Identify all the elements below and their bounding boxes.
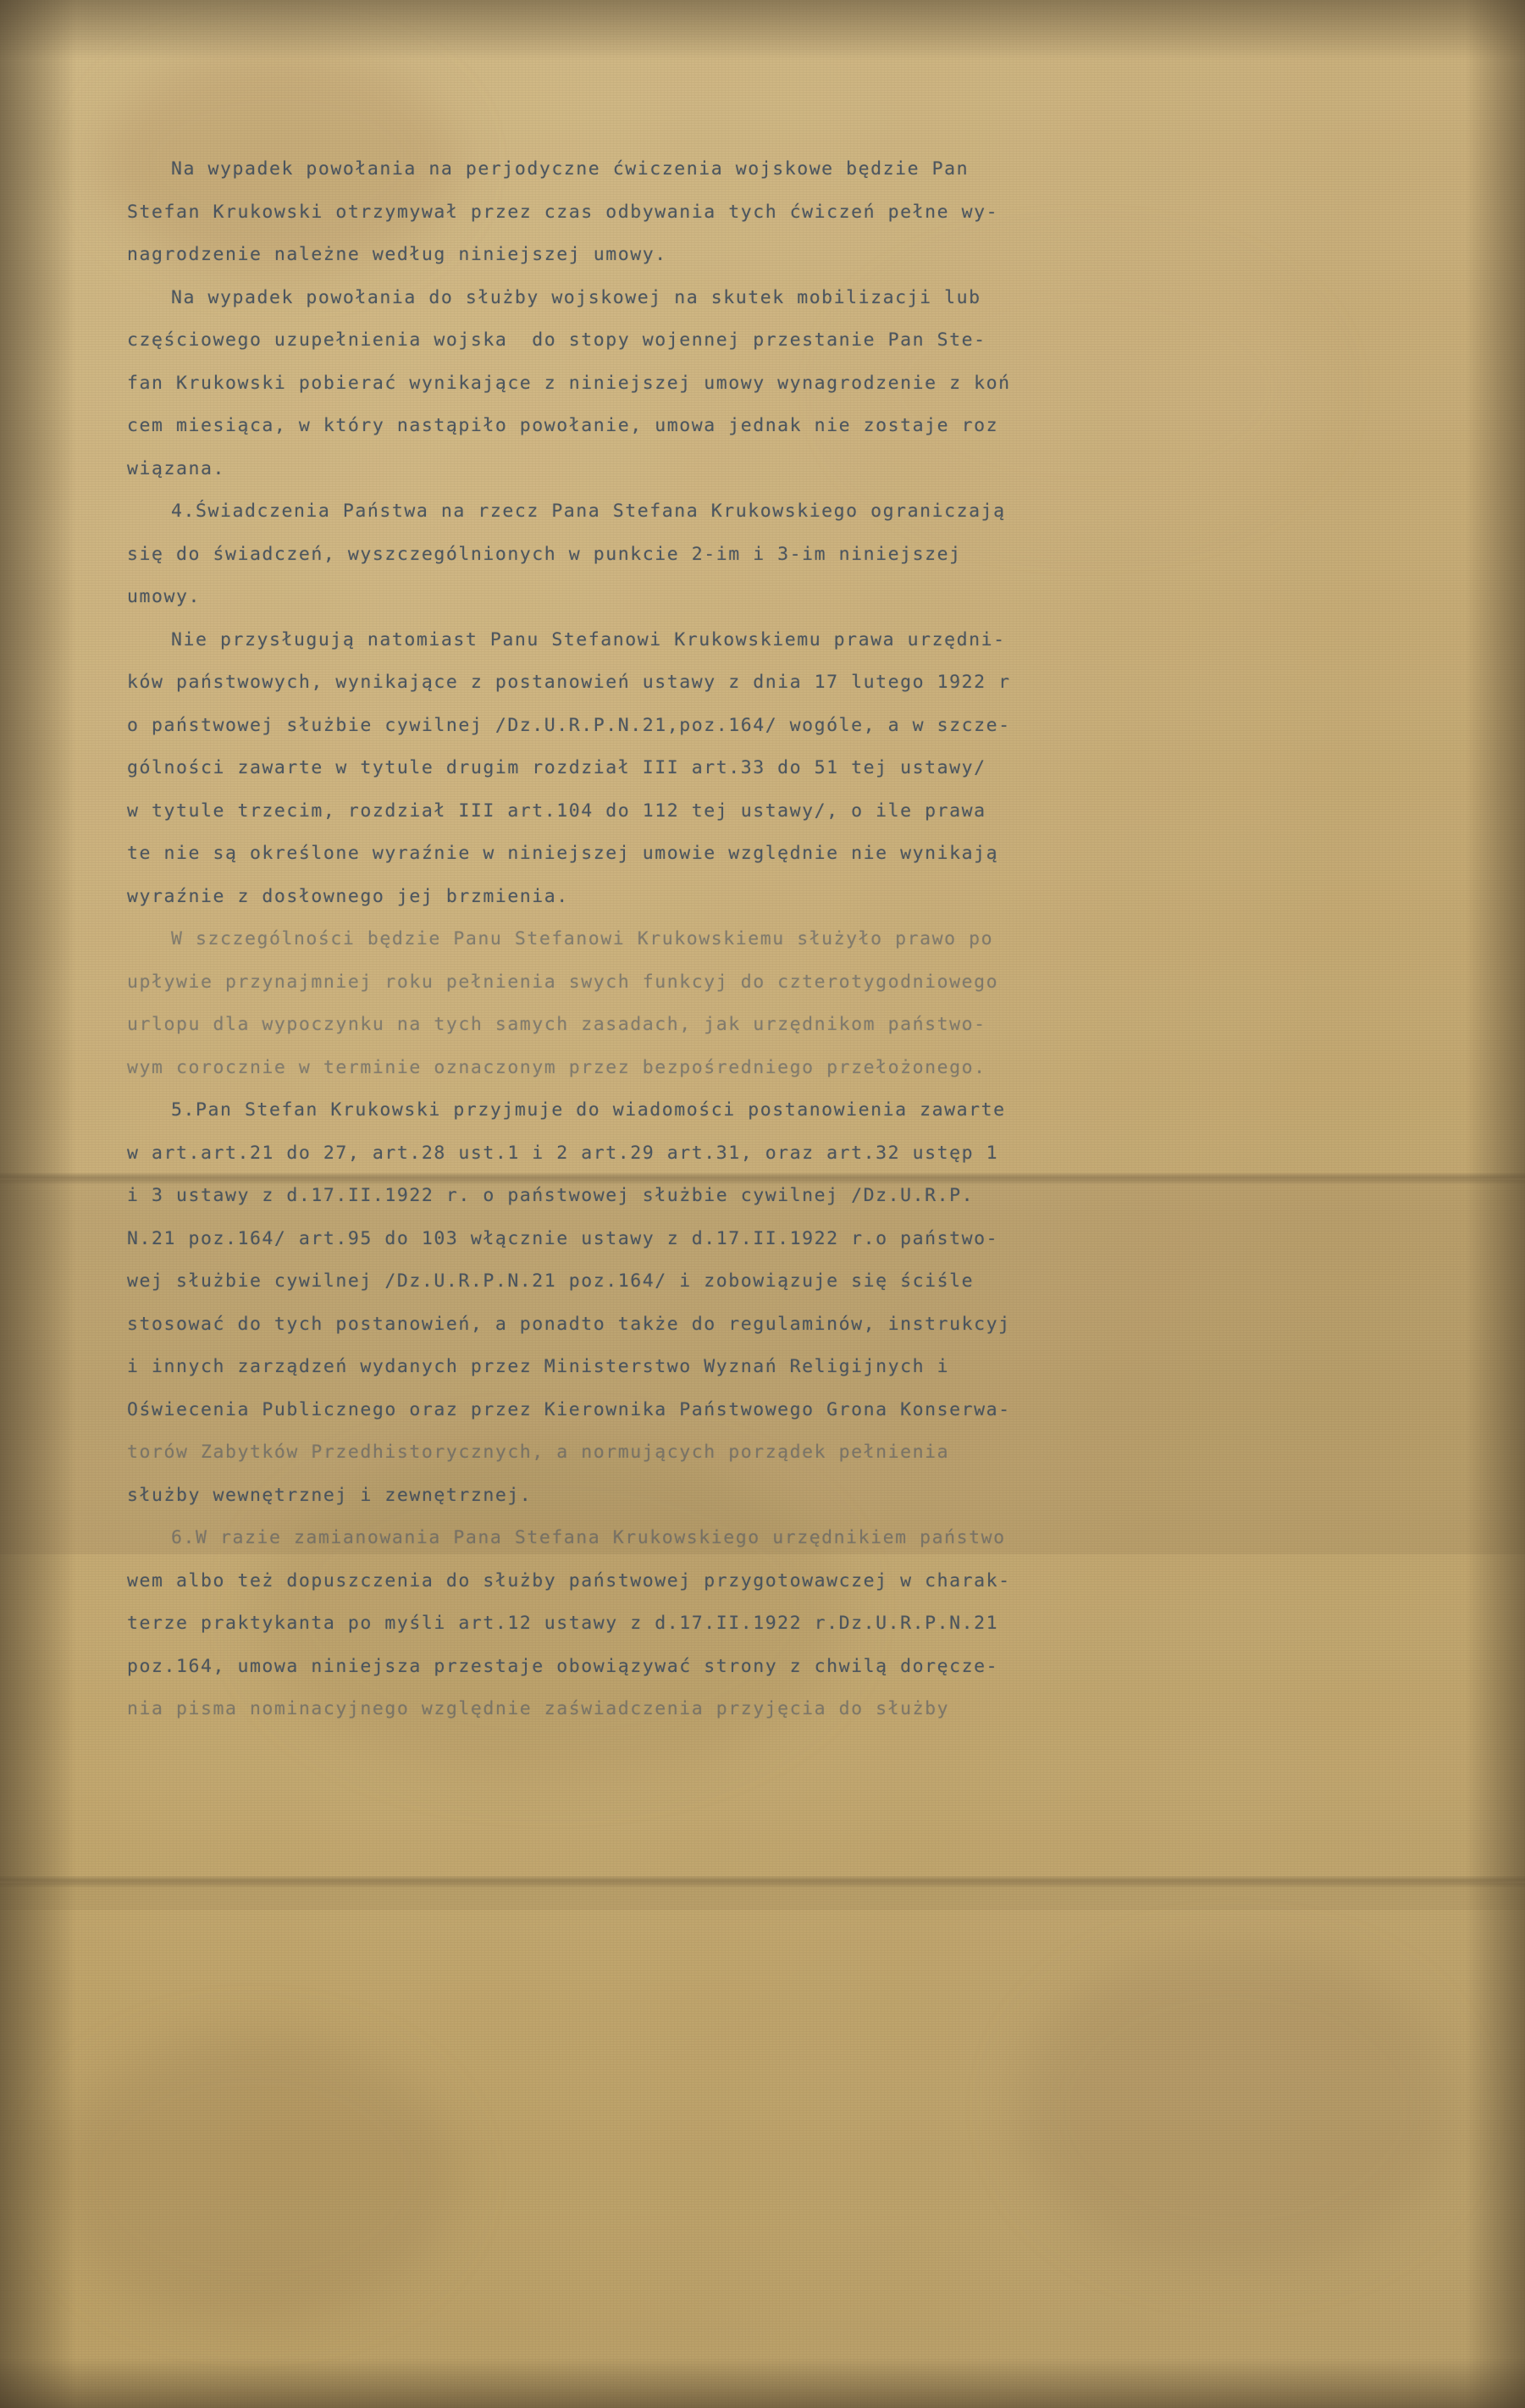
text-line: wyraźnie z dosłownego jej brzmienia. (127, 885, 569, 907)
text-line: wej służbie cywilnej /Dz.U.R.P.N.21 poz.164/ i zobowiązuje się ściśle (127, 1270, 975, 1292)
paper-stain (1016, 1948, 1456, 2270)
text-line: w tytule trzecim, rozdział III art.104 do 112 tej ustawy/, o ile prawa (127, 800, 986, 822)
text-line: umowy. (127, 586, 201, 607)
text-line: wem albo też dopuszczenia do służby państwowej przygotowawczej w charak- (127, 1569, 1011, 1591)
text-line: cem miesiąca, w który nastąpiło powołanie, umowa jednak nie zostaje roz (127, 415, 999, 436)
text-line: ków państwowych, wynikające z postanowień ustawy z dnia 17 lutego 1922 r (127, 672, 1011, 693)
paper-stain (51, 2033, 457, 2321)
text-line: Nie przysługują natomiast Panu Stefanowi Krukowskiemu prawa urzędni- (171, 628, 1006, 650)
text-line: te nie są określone wyraźnie w niniejszej umowie względnie nie wynikają (127, 843, 999, 864)
page-edge-right (1466, 0, 1525, 2408)
text-line: poz.164, umowa niniejsza przestaje obowiązywać strony z chwilą doręcze- (127, 1655, 999, 1677)
text-line: N.21 poz.164/ art.95 do 103 włącznie ustawy z d.17.II.1922 r.o państwo- (127, 1227, 999, 1249)
page-edge-bottom (0, 2357, 1525, 2408)
text-line: Stefan Krukowski otrzymywał przez czas odbywania tych ćwiczeń pełne wy- (127, 201, 999, 223)
typed-text-block (127, 148, 1448, 1731)
text-line: fan Krukowski pobierać wynikające z niniejszej umowy wynagrodzenie z koń (127, 372, 1011, 394)
text-line: w art.art.21 do 27, art.28 ust.1 i 2 art.29 art.31, oraz art.32 ustęp 1 (127, 1142, 999, 1164)
text-line: Oświecenia Publicznego oraz przez Kierownika Państwowego Grona Konserwa- (127, 1398, 1011, 1420)
text-line: terze praktykanta po myśli art.12 ustawy z d.17.II.1922 r.Dz.U.R.P.N.21 (127, 1613, 999, 1634)
text-line: urlopu dla wypoczynku na tych samych zasadach, jak urzędnikom państwo- (127, 1014, 986, 1035)
fold-crease (0, 1876, 1525, 1888)
text-line: i innych zarządzeń wydanych przez Ministerstwo Wyznań Religijnych i (127, 1356, 950, 1377)
text-line: 5.Pan Stefan Krukowski przyjmuje do wiadomości postanowienia zawarte (171, 1099, 1006, 1121)
text-line: gólności zawarte w tytule drugim rozdział III art.33 do 51 tej ustawy/ (127, 757, 986, 778)
text-line: Na wypadek powołania na perjodyczne ćwiczenia wojskowe będzie Pan (171, 158, 970, 180)
text-line: 4.Świadczenia Państwa na rzecz Pana Stefana Krukowskiego ograniczają (171, 501, 1006, 522)
text-line: nia pisma nominacyjnego względnie zaświadczenia przyjęcia do służby (127, 1698, 950, 1719)
text-line: wiązana. (127, 457, 225, 479)
text-line: wym corocznie w terminie oznaczonym przez bezpośredniego przełożonego. (127, 1056, 986, 1078)
page-edge-top (0, 0, 1525, 59)
text-line: częściowego uzupełnienia wojska do stopy wojennej przestanie Pan Ste- (127, 329, 986, 351)
text-line: W szczególności będzie Panu Stefanowi Krukowskiemu służyło prawo po (171, 928, 994, 949)
text-line: Na wypadek powołania do służby wojskowej na skutek mobilizacji lub (171, 286, 981, 308)
text-line: o państwowej służbie cywilnej /Dz.U.R.P.N.21,poz.164/ wogóle, a w szcze- (127, 714, 1011, 736)
text-line: nagrodzenie należne według niniejszej umowy. (127, 244, 667, 265)
text-line: 6.W razie zamianowania Pana Stefana Krukowskiego urzędnikiem państwo (171, 1527, 1006, 1548)
text-line: służby wewnętrznej i zewnętrznej. (127, 1484, 533, 1506)
text-line: się do świadczeń, wyszczególnionych w punkcie 2-im i 3-im niniejszej (127, 543, 962, 565)
fold-shadow-band (0, 1876, 1525, 1910)
text-line: torów Zabytków Przedhistorycznych, a normujących porządek pełnienia (127, 1442, 950, 1463)
text-line: upływie przynajmniej roku pełnienia swych funkcyj do czterotygodniowego (127, 971, 999, 993)
text-line: i 3 ustawy z d.17.II.1922 r. o państwowej służbie cywilnej /Dz.U.R.P. (127, 1185, 975, 1206)
page-edge-left (0, 0, 76, 2408)
text-line: stosować do tych postanowień, a ponadto także do regulaminów, instrukcyj (127, 1313, 1011, 1335)
